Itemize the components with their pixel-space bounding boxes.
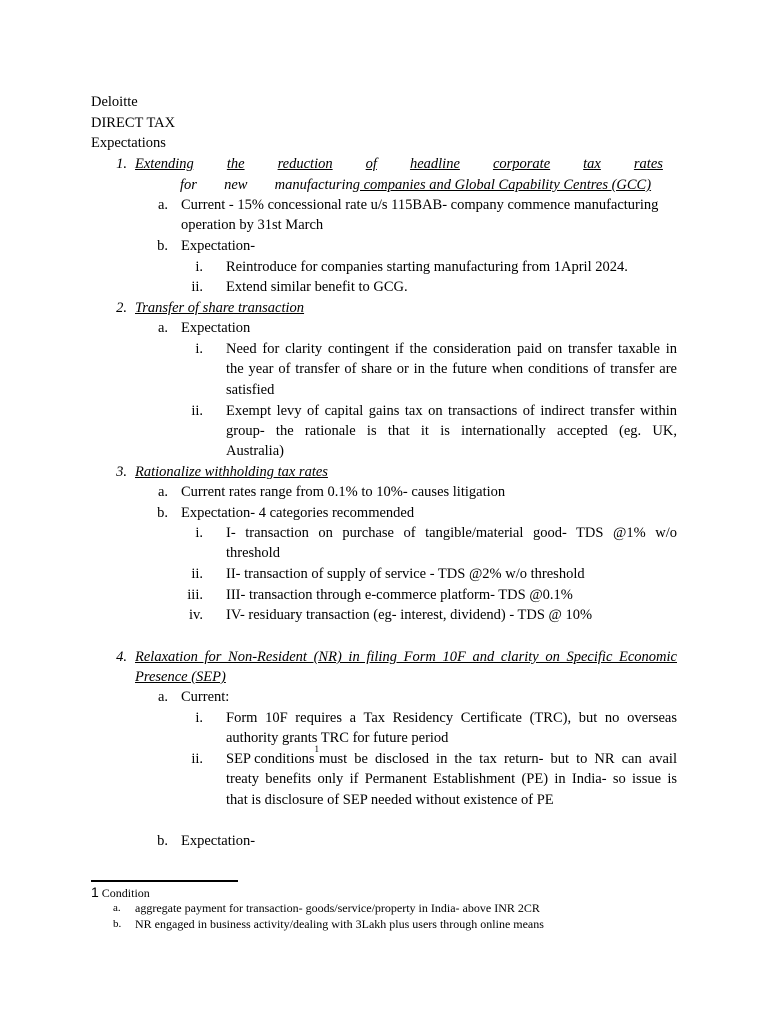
item-2a-i-marker: i. <box>195 341 203 357</box>
item-2a-ii-line1: Exempt levy of capital gains tax on transactions of indirect transfer within <box>226 403 677 419</box>
item-1b-i-marker: i. <box>195 259 203 275</box>
item-3b-iv-marker: iv. <box>189 607 203 623</box>
footnote-a-text: aggregate payment for transaction- goods/service/property in India- above INR 2CR <box>135 901 540 915</box>
item-3b-ii-marker: ii. <box>191 566 203 582</box>
item-4a-text: Current: <box>181 689 230 705</box>
item-1b-text: Expectation- <box>181 238 256 254</box>
footnote-b-marker: b. <box>113 918 122 930</box>
item-1a-line2: operation by 31st March <box>181 217 324 233</box>
item-3-title: Rationalize withholding tax rates <box>135 464 328 480</box>
item-4a-ii-line2: treaty benefits only if Permanent Establishment (PE) in India- so issue is <box>226 771 677 787</box>
item-4-title-line1: Relaxation for Non-Resident (NR) in filing Form 10F and clarity on Specific Economic <box>135 649 677 665</box>
item-1-title-line2 <box>135 175 651 196</box>
footnote-label: Condition <box>98 886 150 900</box>
footnote-a-marker: a. <box>113 902 121 914</box>
footnote-header <box>91 885 150 901</box>
item-2a-ii-marker: ii. <box>191 403 203 419</box>
item-1b-ii-text: Extend similar benefit to GCG. <box>226 279 408 295</box>
item-2a-marker: a. <box>157 320 168 336</box>
title-part: for new manufacturing <box>180 177 360 193</box>
item-2-number: 2. <box>116 300 127 316</box>
footnote-b-text: NR engaged in business activity/dealing with 3Lakh plus users through online means <box>135 917 544 931</box>
item-1-title-line1 <box>135 154 663 175</box>
item-2a-i-line3: satisfied <box>226 382 275 398</box>
title-word: Extending <box>135 156 194 172</box>
item-1b-ii-marker: ii. <box>191 279 203 295</box>
title-part: companies and Global Capability Centres (GCC) <box>360 177 652 193</box>
item-3b-ii-text: II- transaction of supply of service - TDS @2% w/o threshold <box>226 566 585 582</box>
footnote-separator <box>91 880 238 882</box>
item-4a-ii-line1 <box>226 744 677 770</box>
title-word: rates <box>633 156 663 172</box>
item-4a-marker: a. <box>157 689 168 705</box>
item-2-title: Transfer of share transaction <box>135 300 305 316</box>
item-3-number: 3. <box>116 464 127 480</box>
item-1-number: 1. <box>116 156 127 172</box>
item-3b-marker: b. <box>157 505 168 521</box>
title-word: the <box>226 156 245 172</box>
item-4-number: 4. <box>116 649 127 665</box>
item-2a-ii-line3: Australia) <box>226 443 284 459</box>
item-2a-i-line1: Need for clarity contingent if the consideration paid on transfer taxable in <box>226 341 677 357</box>
footnote-reference[interactable]: 1 <box>314 744 319 754</box>
title-word: reduction <box>277 156 333 172</box>
title-word: headline <box>409 156 460 172</box>
item-4b-marker: b. <box>157 833 168 849</box>
item-3b-i-marker: i. <box>195 525 203 541</box>
item-4a-i-marker: i. <box>195 710 203 726</box>
item-3a-marker: a. <box>157 484 168 500</box>
item-2a-ii-line2: group- the rationale is that it is internationally accepted (eg. UK, <box>226 423 677 439</box>
section-title: DIRECT TAX <box>91 115 176 131</box>
company-name: Deloitte <box>91 94 138 110</box>
title-word: corporate <box>492 156 551 172</box>
item-1a-line1: Current - 15% concessional rate u/s 115BAB- company commence manufacturing <box>181 197 659 213</box>
item-4a-ii-marker: ii. <box>191 751 203 767</box>
item-3a-text: Current rates range from 0.1% to 10%- causes litigation <box>181 484 506 500</box>
item-1a-marker: a. <box>157 197 168 213</box>
footnote-number: 1 <box>91 884 99 900</box>
item-4b-text: Expectation- <box>181 833 256 849</box>
sep-conditions-rest: must be disclosed in the tax return- but to NR can avail <box>319 751 677 767</box>
subtitle: Expectations <box>91 135 166 151</box>
item-3b-iii-marker: iii. <box>187 587 203 603</box>
sep-conditions-text: SEP conditions <box>226 751 315 767</box>
item-3b-i-line2: threshold <box>226 545 280 561</box>
item-3b-i-line1: I- transaction on purchase of tangible/material good- TDS @1% w/o <box>226 525 677 541</box>
item-4a-ii-line3: that is disclosure of SEP needed without existence of PE <box>226 792 554 808</box>
item-3b-iii-text: III- transaction through e-commerce platform- TDS @0.1% <box>226 587 573 603</box>
item-1b-marker: b. <box>157 238 168 254</box>
item-1b-i-text: Reintroduce for companies starting manufacturing from 1April 2024. <box>226 259 628 275</box>
item-2a-i-line2: the year of transfer of share or in the future when conditions of transfer are <box>226 361 677 377</box>
item-4-title-line2: Presence (SEP) <box>135 669 226 685</box>
item-2a-text: Expectation <box>181 320 251 336</box>
title-word: of <box>365 156 377 172</box>
item-3b-iv-text: IV- residuary transaction (eg- interest, dividend) - TDS @ 10% <box>226 607 593 623</box>
title-word: tax <box>583 156 601 172</box>
item-4a-i-line1: Form 10F requires a Tax Residency Certificate (TRC), but no overseas <box>226 710 677 726</box>
item-3b-text: Expectation- 4 categories recommended <box>181 505 415 521</box>
item-4a-i-line2: authority grants TRC for future period <box>226 730 449 746</box>
